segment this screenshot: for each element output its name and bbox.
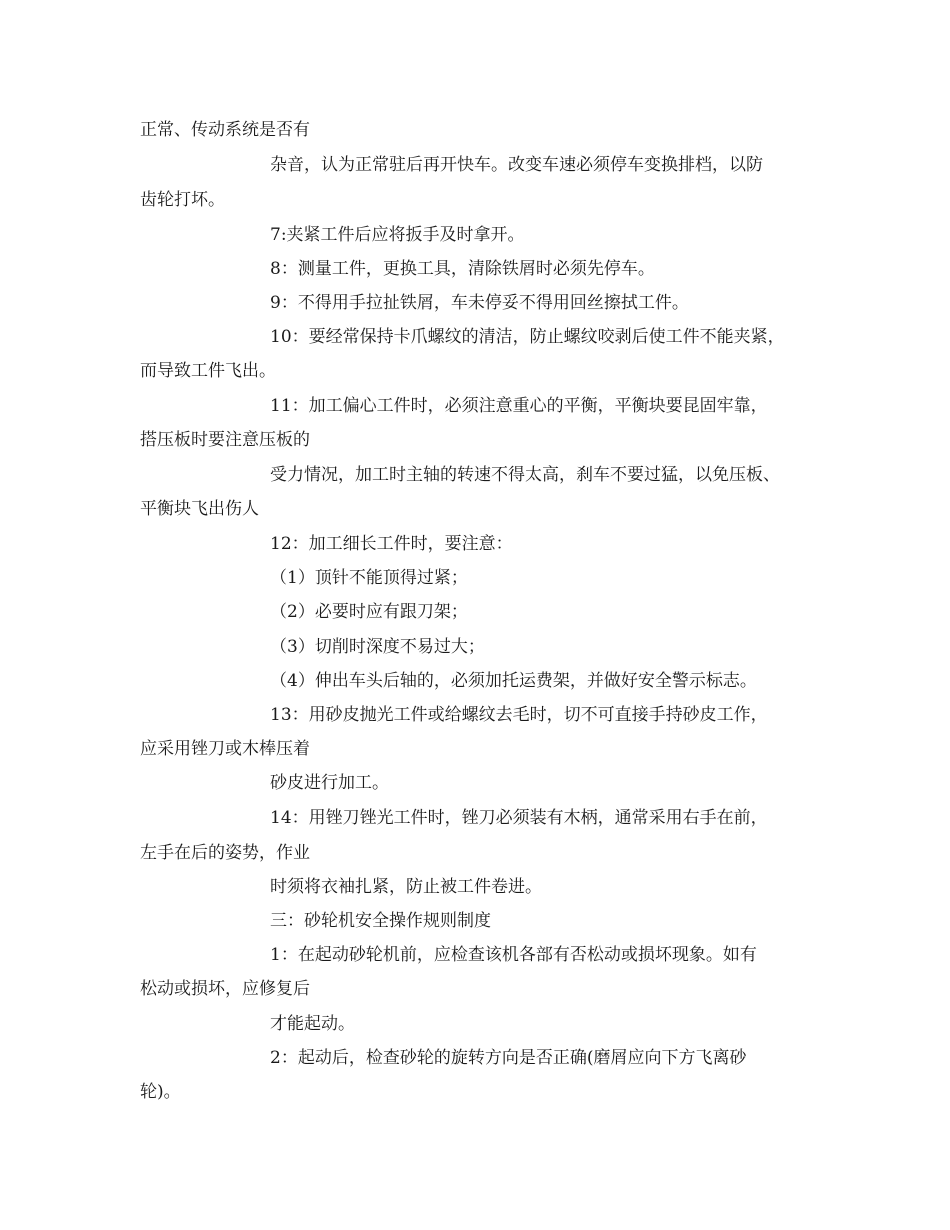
text-line: 正常、传动系统是否有 bbox=[140, 120, 310, 140]
text-line: 1：在起动砂轮机前，应检查该机各部有否松动或损坏现象。如有 bbox=[270, 945, 757, 965]
text-line: 松动或损坏，应修复后 bbox=[140, 979, 310, 999]
text-line: 13：用砂皮抛光工件或给螺纹去毛时，切不可直接手持砂皮工作， bbox=[270, 705, 768, 725]
text-line: 砂皮进行加工。 bbox=[270, 773, 389, 793]
text-line: 12：加工细长工件时，要注意： bbox=[270, 534, 513, 554]
text-line: 2：起动后，检查砂轮的旋转方向是否正确(磨屑应向下方飞离砂 bbox=[270, 1048, 747, 1068]
text-line: 才能起动。 bbox=[270, 1014, 355, 1034]
text-line: 7:夹紧工件后应将扳手及时拿开。 bbox=[270, 225, 525, 245]
text-line: 应采用锉刀或木棒压着 bbox=[140, 739, 310, 759]
text-line: 搭压板时要注意压板的 bbox=[140, 430, 310, 450]
text-line: 9：不得用手拉扯铁屑，车未停妥不得用回丝擦拭工件。 bbox=[270, 293, 689, 313]
list-item: （4）伸出车头后轴的，必须加托运费架，并做好安全警示标志。 bbox=[270, 671, 757, 691]
text-line: 杂音，认为正常驻后再开快车。改变车速必须停车变换排档，以防 bbox=[270, 155, 763, 175]
list-item: （1）顶针不能顶得过紧； bbox=[270, 568, 468, 588]
text-line: 轮)。 bbox=[140, 1082, 181, 1102]
text-line: 而导致工件飞出。 bbox=[140, 361, 276, 381]
text-line: 左手在后的姿势，作业 bbox=[140, 843, 310, 863]
text-line: 受力情况，加工时主轴的转速不得太高，刹车不要过猛，以免压板、 bbox=[270, 465, 780, 485]
text-line: 时须将衣袖扎紧，防止被工件卷进。 bbox=[270, 877, 542, 897]
text-line: 10：要经常保持卡爪螺纹的清洁，防止螺纹咬剥后使工件不能夹紧， bbox=[270, 327, 785, 347]
section-heading: 三：砂轮机安全操作规则制度 bbox=[270, 911, 491, 931]
text-line: 齿轮打坏。 bbox=[140, 190, 225, 210]
list-item: （3）切削时深度不易过大； bbox=[270, 637, 485, 657]
text-line: 14：用锉刀锉光工件时，锉刀必须装有木柄，通常采用右手在前， bbox=[270, 808, 768, 828]
text-line: 平衡块飞出伤人 bbox=[140, 499, 259, 519]
list-item: （2）必要时应有跟刀架； bbox=[270, 602, 468, 622]
text-line: 8：测量工件，更换工具，清除铁屑时必须先停车。 bbox=[270, 259, 655, 279]
text-line: 11：加工偏心工件时，必须注意重心的平衡，平衡块要昆固牢靠， bbox=[270, 396, 768, 416]
